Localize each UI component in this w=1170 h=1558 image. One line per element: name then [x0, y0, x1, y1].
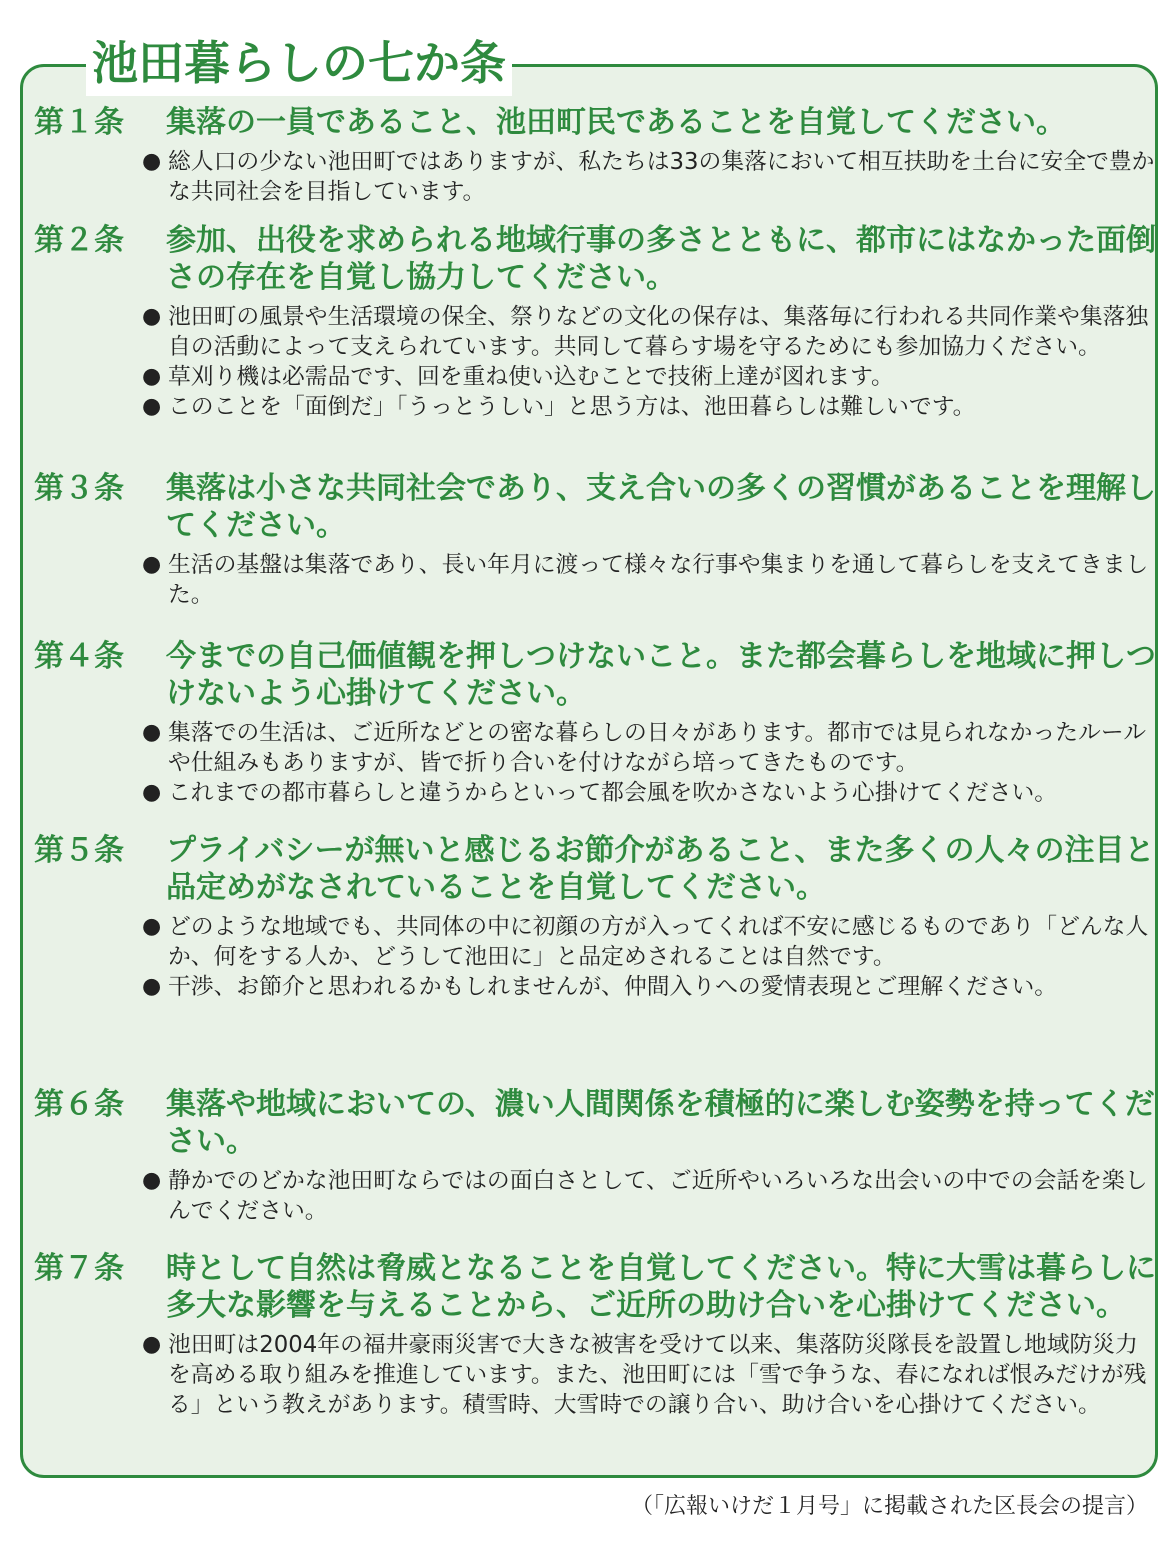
article-6 — [34, 1086, 1156, 1226]
article-heading-text: 集落や地域においての、濃い人間関係を積極的に楽しむ姿勢を持ってください。 — [166, 1087, 1155, 1159]
article-number: 第７条 — [34, 1251, 124, 1286]
article-bullets — [34, 302, 1156, 422]
article-bullets — [34, 147, 1156, 207]
bullet-icon: ● — [142, 780, 162, 805]
list-item-text: 池田町の風景や生活環境の保全、祭りなどの文化の保存は、集落毎に行われる共同作業や集落独自の活動によって支えられています。共同して暮らす場を守るためにも参加協力ください。 — [168, 304, 1149, 360]
page-title: 池田暮らしの七か条 — [86, 30, 512, 96]
list-item — [34, 302, 1156, 362]
article-1 — [34, 104, 1156, 207]
list-item-text: このことを「面倒だ」「うっとうしい」と思う方は、池田暮らしは難しいです。 — [168, 394, 976, 420]
article-number: 第４条 — [34, 639, 124, 674]
list-item — [34, 1166, 1156, 1226]
list-item — [34, 392, 1156, 422]
article-heading — [34, 470, 1156, 544]
bullet-icon: ● — [142, 1168, 162, 1193]
article-heading-text: 時として自然は脅威となることを自覚してください。特に大雪は暮らしに多大な影響を与えることから、ご近所の助け合いを心掛けてください。 — [166, 1251, 1156, 1323]
article-number: 第５条 — [34, 833, 124, 868]
article-number: 第６条 — [34, 1087, 124, 1122]
source-note: （「広報いけだ１月号」に掲載された区長会の提言） — [630, 1494, 1148, 1519]
bullet-icon: ● — [142, 552, 162, 577]
list-item-text: 静かでのどかな池田町ならではの面白さとして、ご近所やいろいろな出会いの中での会話を楽しんでください。 — [168, 1168, 1148, 1224]
article-heading-text: 集落の一員であること、池田町民であることを自覚してください。 — [166, 105, 1066, 140]
article-2 — [34, 222, 1156, 422]
bullet-icon: ● — [142, 914, 162, 939]
article-number: 第１条 — [34, 105, 124, 140]
list-item-text: どのような地域でも、共同体の中に初顔の方が入ってくれば不安に感じるものであり「どんな人か、何をする人か、どうして池田に」と品定めされることは自然です。 — [168, 914, 1149, 970]
bullet-icon: ● — [142, 304, 162, 329]
list-item — [34, 778, 1156, 808]
article-heading-text: 集落は小さな共同社会であり、支え合いの多くの習慣があることを理解してください。 — [166, 471, 1156, 543]
article-heading-text: 今までの自己価値観を押しつけないこと。また都会暮らしを地域に押しつけないよう心掛けてください。 — [166, 639, 1156, 711]
article-bullets — [34, 1166, 1156, 1226]
list-item — [34, 912, 1156, 972]
list-item — [34, 147, 1156, 207]
article-heading — [34, 638, 1156, 712]
article-heading — [34, 222, 1156, 296]
bullet-icon: ● — [142, 1332, 162, 1357]
list-item-text: 生活の基盤は集落であり、長い年月に渡って様々な行事や集まりを通して暮らしを支えてきました。 — [168, 552, 1149, 608]
bullet-icon: ● — [142, 364, 162, 389]
article-number: 第２条 — [34, 223, 124, 258]
list-item — [34, 1330, 1156, 1420]
bullet-icon: ● — [142, 149, 162, 174]
list-item — [34, 550, 1156, 610]
article-3 — [34, 470, 1156, 610]
list-item-text: 集落での生活は、ご近所などとの密な暮らしの日々があります。都市では見られなかったルールや仕組みもありますが、皆で折り合いを付けながら培ってきたものです。 — [168, 720, 1146, 776]
article-heading-text: プライバシーが無いと感じるお節介があること、また多くの人々の注目と品定めがなされていることを自覚してください。 — [166, 833, 1155, 905]
list-item — [34, 972, 1156, 1002]
article-4 — [34, 638, 1156, 808]
list-item — [34, 362, 1156, 392]
article-bullets — [34, 550, 1156, 610]
list-item-text: 池田町は2004年の福井豪雨災害で大きな被害を受けて以来、集落防災隊長を設置し地域防災力を高める取り組みを推進しています。また、池田町には「雪で争うな、春になれば恨みだけが残る」という教えがあります。積雪時、大雪時での譲り合い、助け合いを心掛けてください。 — [168, 1332, 1147, 1418]
article-heading-text: 参加、出役を求められる地域行事の多さとともに、都市にはなかった面倒さの存在を自覚し協力してください。 — [166, 223, 1156, 295]
article-heading — [34, 1086, 1156, 1160]
list-item-text: 総人口の少ない池田町ではありますが、私たちは33の集落において相互扶助を土台に安全で豊かな共同社会を目指しています。 — [168, 149, 1155, 205]
article-5 — [34, 832, 1156, 1002]
list-item — [34, 718, 1156, 778]
list-item-text: 干渉、お節介と思われるかもしれませんが、仲間入りへの愛情表現とご理解ください。 — [168, 974, 1058, 1000]
article-heading — [34, 1250, 1156, 1324]
list-item-text: これまでの都市暮らしと違うからといって都会風を吹かさないよう心掛けてください。 — [168, 780, 1058, 806]
article-bullets — [34, 912, 1156, 1002]
article-number: 第３条 — [34, 471, 124, 506]
article-7 — [34, 1250, 1156, 1420]
article-heading — [34, 832, 1156, 906]
bullet-icon: ● — [142, 720, 162, 745]
bullet-icon: ● — [142, 394, 162, 419]
article-bullets — [34, 718, 1156, 808]
list-item-text: 草刈り機は必需品です、回を重ね使い込むことで技術上達が図れます。 — [168, 364, 894, 390]
bullet-icon: ● — [142, 974, 162, 999]
article-heading — [34, 104, 1156, 141]
article-bullets — [34, 1330, 1156, 1420]
